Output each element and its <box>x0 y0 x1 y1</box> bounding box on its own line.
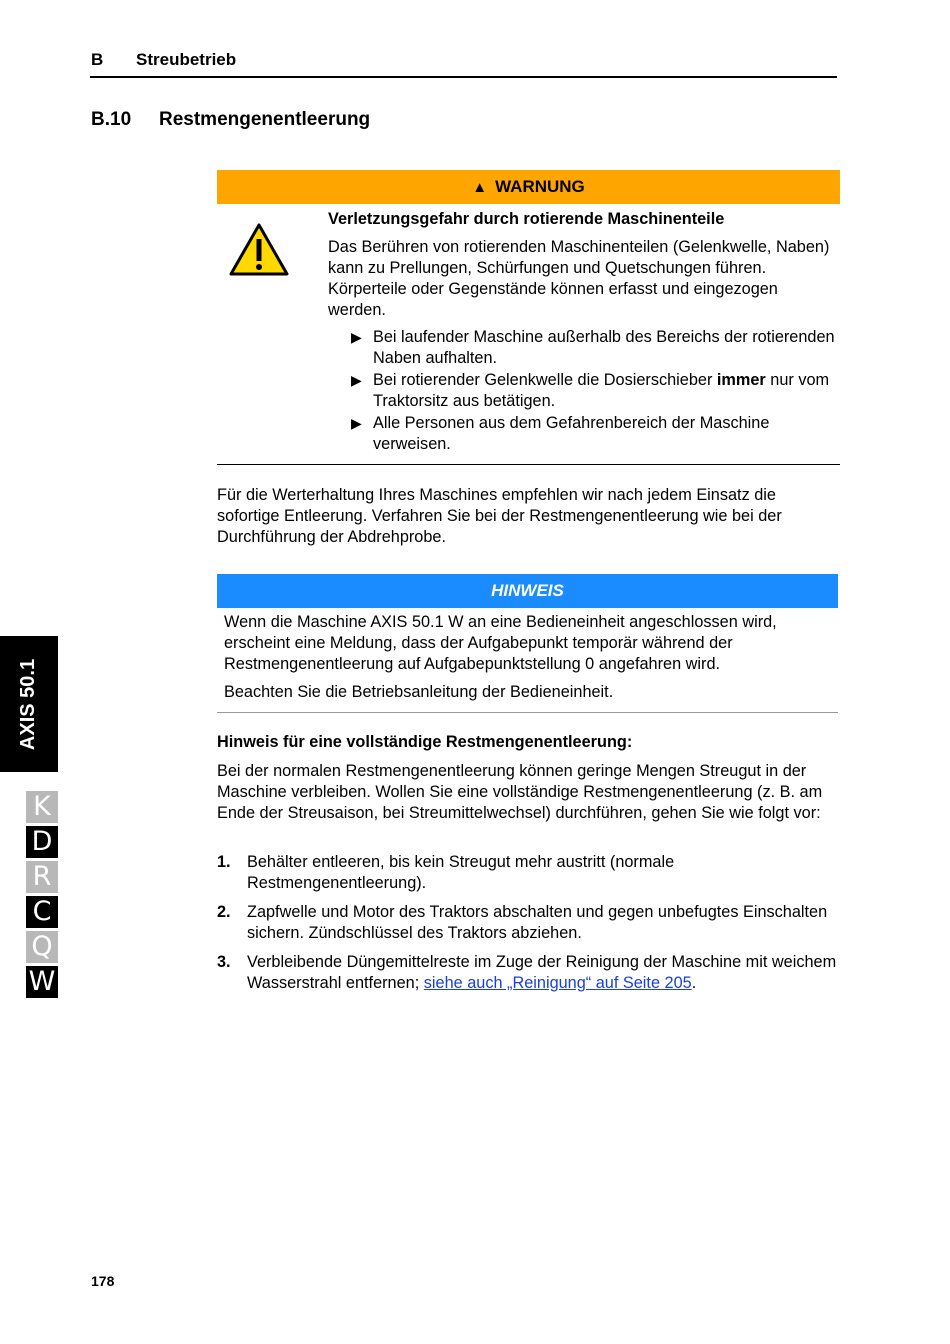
model-label: AXIS 50.1 <box>17 658 40 750</box>
steps-list <box>217 852 840 1002</box>
list-item: ▶ Bei rotierender Gelenkwelle die Dosierschieber immer nur vom Traktorsitz aus betätigen. <box>351 371 830 410</box>
section-title: Restmengenentleerung <box>159 109 371 130</box>
hint-body <box>224 612 836 710</box>
index-letter: W <box>26 966 58 998</box>
chapter-title: Streubetrieb <box>136 50 237 69</box>
warning-bottom-rule <box>217 464 840 465</box>
list-item <box>217 852 840 894</box>
warning-triangle-icon <box>228 222 290 278</box>
model-side-tab <box>0 636 58 772</box>
index-letter: D <box>26 826 58 858</box>
step-text: Zapfwelle und Motor des Traktors abschalten und gegen unbefugtes Einschalten sichern. Zündschlüssel des Traktors abziehen. <box>247 903 828 942</box>
bullet-arrow-icon: ▶ <box>351 329 362 345</box>
hint-label: HINWEIS <box>491 581 564 600</box>
section-number: B.10 <box>91 109 132 130</box>
step-number: 3. <box>217 953 231 971</box>
warning-label: WARNUNG <box>495 177 585 196</box>
step-text: Verbleibende Düngemittelreste im Zuge der Reinigung der Maschine mit weichem Wasserstrahl entfernen; <box>247 953 837 992</box>
list-item: 3. Verbleibende Düngemittelreste im Zuge der Reinigung der Maschine mit weichem Wasserstrahl entfernen; siehe auch „Reinigung“ auf Seite 205. <box>217 953 837 992</box>
warning-bar <box>217 170 840 204</box>
hint-bar <box>217 574 838 608</box>
list-item: ▶ Bei laufender Maschine außerhalb des Bereichs der rotierenden Naben aufhalten. <box>351 328 835 367</box>
bullet-arrow-icon: ▶ <box>351 415 362 431</box>
index-letter: Q <box>26 931 58 963</box>
step-text: Behälter entleeren, bis kein Streugut mehr austritt (normale Restmengenentleerung). <box>247 853 675 892</box>
index-letters <box>26 791 58 1001</box>
header-rule <box>90 76 837 78</box>
hint-paragraph: Beachten Sie die Betriebsanleitung der Bedieneinheit. <box>224 683 614 701</box>
cleaning-reference-link[interactable]: siehe auch „Reinigung“ auf Seite 205 <box>423 974 692 992</box>
warning-heading: Verletzungsgefahr durch rotierende Maschinenteile <box>328 210 725 228</box>
list-item: ▶ Alle Personen aus dem Gefahrenbereich der Maschine verweisen. <box>351 414 770 453</box>
step-number: 1. <box>217 853 231 871</box>
warning-text: Das Berühren von rotierenden Maschinenteilen (Gelenkwelle, Naben) kann zu Prellungen, Schürfungen und Quetschungen führen. Körperteile oder Gegenstände können erfasst und eingezogen werden. <box>328 238 830 319</box>
hint-paragraph: Wenn die Maschine AXIS 50.1 W an eine Bedieneinheit angeschlossen wird, erscheint eine Meldung, dass der Aufgabepunkt temporär während der Restmengenentleerung auf Aufgabepunktstellung 0 angefahren wird. <box>224 613 777 673</box>
step-number: 2. <box>217 903 231 921</box>
warning-small-icon: ▲ <box>472 178 488 196</box>
chapter-letter: B <box>91 50 104 69</box>
warning-body <box>328 209 836 456</box>
index-letter: C <box>26 896 58 928</box>
full-emptying-intro: Bei der normalen Restmengenentleerung können geringe Mengen Streugut in der Maschine verbleiben. Wollen Sie eine vollständige Restmengenentleerung (z. B. am Ende der Streusaison, bei Streumittelwechsel) durchführen, gehen Sie wie folgt vor: <box>217 762 823 822</box>
emphasis: immer <box>716 371 766 389</box>
page-number: 178 <box>91 1273 115 1289</box>
index-letter: R <box>26 861 58 893</box>
hint-bottom-rule <box>217 712 838 713</box>
warning-bullets <box>328 327 836 455</box>
list-item <box>217 902 840 944</box>
intro-paragraph: Für die Werterhaltung Ihres Maschines empfehlen wir nach jedem Einsatz die sofortige Entleerung. Verfahren Sie bei der Restmengenentleerung wie bei der Durchführung der Abdrehprobe. <box>217 486 782 546</box>
index-letter: K <box>26 791 58 823</box>
full-emptying-heading: Hinweis für eine vollständige Restmengenentleerung: <box>217 733 633 751</box>
bullet-arrow-icon: ▶ <box>351 372 362 388</box>
